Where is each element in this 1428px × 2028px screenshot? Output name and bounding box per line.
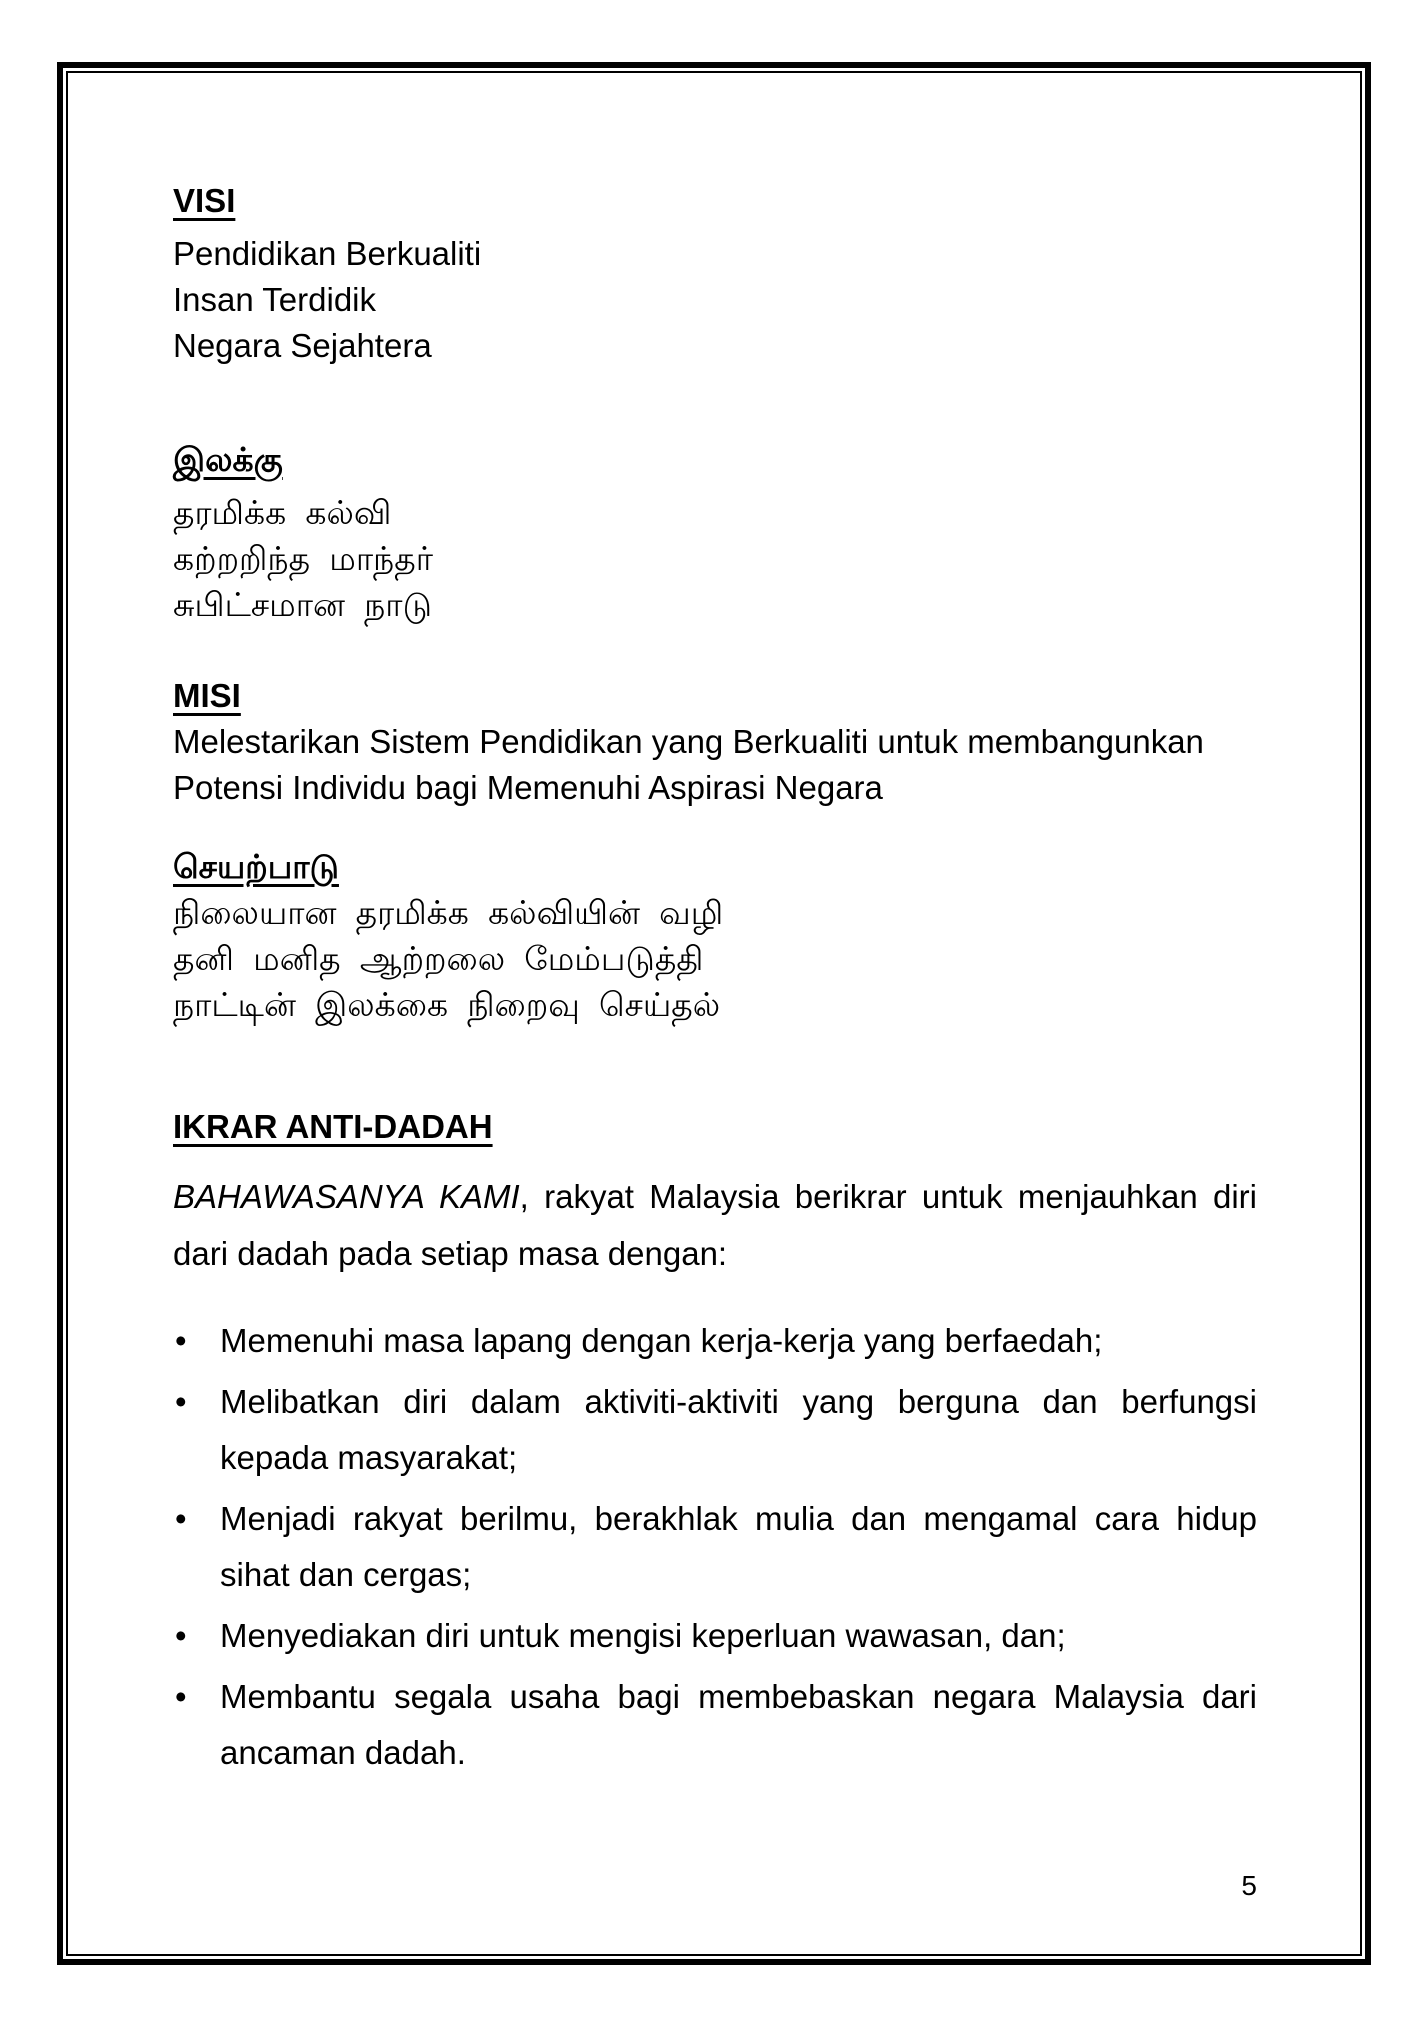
ikrar-bullet-list (173, 1313, 1257, 1781)
list-item (173, 1313, 1257, 1369)
bullet-icon (175, 1313, 187, 1369)
ilakku-line: தரமிக்க கல்வி (173, 494, 392, 531)
misi-line: Melestarikan Sistem Pendidikan yang Berkualiti untuk membangunkan (173, 723, 1204, 760)
bullet-line: Menjadi rakyat berilmu, berakhlak mulia dan mengamal cara hidup (220, 1500, 1257, 1537)
misi-line: Potensi Individu bagi Memenuhi Aspirasi Negara (173, 769, 883, 806)
seyarpadu-line: தனி மனித ஆற்றலை மேம்படுத்தி (173, 940, 704, 977)
page-number: 5 (1241, 1870, 1257, 1901)
bullet-line: ancaman dadah. (220, 1734, 466, 1771)
ilakku-line: கற்றறிந்த மாந்தர் (173, 540, 433, 577)
bullet-line: kepada masyarakat; (220, 1439, 518, 1476)
misi-heading: MISI (173, 677, 241, 714)
seyarpadu-line: நிலையான தரமிக்க கல்வியின் வழி (173, 894, 724, 931)
ilakku-line: சுபிட்சமான நாடு (173, 586, 432, 623)
list-item (173, 1374, 1257, 1486)
bullet-icon (175, 1491, 187, 1547)
bullet-line: Menyediakan diri untuk mengisi keperluan wawasan, dan; (220, 1617, 1066, 1654)
visi-line: Insan Terdidik (173, 281, 377, 318)
visi-line: Negara Sejahtera (173, 327, 432, 364)
seyarpadu-line: நாட்டின் இலக்கை நிறைவு செய்தல் (173, 986, 721, 1023)
page-content (173, 0, 1257, 1786)
list-item (173, 1491, 1257, 1603)
ikrar-intro-italic: BAHAWASANYA KAMI (173, 1178, 520, 1215)
bullet-line: Membantu segala usaha bagi membebaskan negara Malaysia dari (220, 1678, 1257, 1715)
bullet-line: Melibatkan diri dalam aktiviti-aktiviti yang berguna dan berfungsi (220, 1383, 1257, 1420)
ikrar-intro (173, 1168, 1257, 1282)
bullet-line: Memenuhi masa lapang dengan kerja-kerja yang berfaedah; (220, 1322, 1103, 1359)
ikrar-heading: IKRAR ANTI-DADAH (173, 1108, 493, 1145)
ikrar-intro-rest: , rakyat Malaysia berikrar untuk menjauhkan diri (519, 1178, 1258, 1215)
bullet-icon (175, 1608, 187, 1664)
visi-line: Pendidikan Berkualiti (173, 235, 482, 272)
ilakku-heading: இலக்கு (173, 441, 283, 478)
bullet-icon (175, 1669, 187, 1725)
seyarpadu-heading: செயற்பாடு (173, 848, 339, 885)
ikrar-intro-line (173, 1168, 1257, 1225)
bullet-line: sihat dan cergas; (220, 1556, 472, 1593)
list-item (173, 1669, 1257, 1781)
list-item (173, 1608, 1257, 1664)
bullet-icon (175, 1374, 187, 1430)
ikrar-intro-line: dari dadah pada setiap masa dengan: (173, 1235, 728, 1272)
visi-heading: VISI (173, 182, 236, 219)
